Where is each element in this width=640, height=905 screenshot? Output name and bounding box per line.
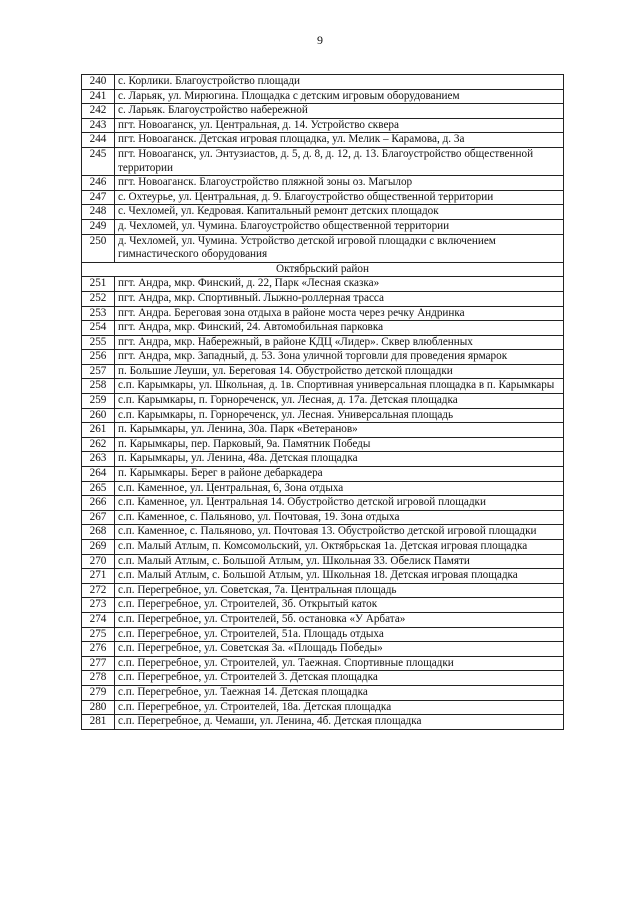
objects-table bbox=[81, 74, 564, 730]
table-row bbox=[82, 583, 564, 598]
row-description: с.п. Перегребное, ул. Таежная 14. Детская площадка bbox=[115, 685, 564, 700]
table-row bbox=[82, 379, 564, 394]
table-row bbox=[82, 700, 564, 715]
row-number: 264 bbox=[82, 467, 115, 482]
row-number: 242 bbox=[82, 104, 115, 119]
row-number: 240 bbox=[82, 75, 115, 90]
row-number: 279 bbox=[82, 685, 115, 700]
row-description: пгт. Новоаганск. Детская игровая площадка, ул. Мелик – Карамова, д. 3а bbox=[115, 133, 564, 148]
row-description: пгт. Андра, мкр. Спортивный. Лыжно-роллерная трасса bbox=[115, 291, 564, 306]
row-number: 241 bbox=[82, 89, 115, 104]
table-row bbox=[82, 569, 564, 584]
table-body-lower bbox=[82, 277, 564, 729]
row-description: с. Чехломей, ул. Кедровая. Капитальный ремонт детских площадок bbox=[115, 205, 564, 220]
row-number: 247 bbox=[82, 190, 115, 205]
table-row bbox=[82, 510, 564, 525]
row-number: 249 bbox=[82, 219, 115, 234]
table-row bbox=[82, 190, 564, 205]
row-description: с. Охтеурье, ул. Центральная, д. 9. Благоустройство общественной территории bbox=[115, 190, 564, 205]
row-description: с.п. Каменное, ул. Центральная 14. Обустройство детской игровой площадки bbox=[115, 496, 564, 511]
row-description: с.п. Каменное, с. Пальяново, ул. Почтовая, 19. Зона отдыха bbox=[115, 510, 564, 525]
row-number: 272 bbox=[82, 583, 115, 598]
table-row bbox=[82, 291, 564, 306]
row-number: 265 bbox=[82, 481, 115, 496]
table-row bbox=[82, 321, 564, 336]
page-number: 9 bbox=[317, 33, 323, 47]
row-description: с.п. Малый Атлым, п. Комсомольский, ул. Октябрьская 1а. Детская игровая площадка bbox=[115, 540, 564, 555]
row-number: 257 bbox=[82, 364, 115, 379]
table-row bbox=[82, 147, 564, 175]
table-row bbox=[82, 598, 564, 613]
row-number: 270 bbox=[82, 554, 115, 569]
row-description: пгт. Новоаганск, ул. Центральная, д. 14. Устройство сквера bbox=[115, 118, 564, 133]
row-number: 273 bbox=[82, 598, 115, 613]
table-row bbox=[82, 205, 564, 220]
row-description: п. Карымкары, пер. Парковый, 9а. Памятник Победы bbox=[115, 437, 564, 452]
row-description: с.п. Перегребное, д. Чемаши, ул. Ленина, 4б. Детская площадка bbox=[115, 715, 564, 730]
table-row bbox=[82, 234, 564, 262]
table-row bbox=[82, 335, 564, 350]
section-row bbox=[82, 262, 564, 277]
table-row bbox=[82, 277, 564, 292]
table-row bbox=[82, 685, 564, 700]
table-row bbox=[82, 437, 564, 452]
table-row bbox=[82, 176, 564, 191]
row-number: 259 bbox=[82, 394, 115, 409]
row-description: с.п. Каменное, ул. Центральная, 6, Зона отдыха bbox=[115, 481, 564, 496]
row-description: п. Карымкары, ул. Ленина, 30а. Парк «Ветеранов» bbox=[115, 423, 564, 438]
table-row bbox=[82, 452, 564, 467]
table-row bbox=[82, 394, 564, 409]
row-description: с.п. Каменное, с. Пальяново, ул. Почтовая 13. Обустройство детской игровой площадки bbox=[115, 525, 564, 540]
table-row bbox=[82, 612, 564, 627]
row-description: с.п. Малый Атлым, с. Большой Атлым, ул. Школьная 18. Детская игровая площадка bbox=[115, 569, 564, 584]
table-row bbox=[82, 540, 564, 555]
row-description: д. Чехломей, ул. Чумина. Благоустройство общественной территории bbox=[115, 219, 564, 234]
table-row bbox=[82, 496, 564, 511]
table-row bbox=[82, 627, 564, 642]
table-row bbox=[82, 554, 564, 569]
row-number: 250 bbox=[82, 234, 115, 262]
row-description: с.п. Перегребное, ул. Строителей, ул. Таежная. Спортивные площадки bbox=[115, 656, 564, 671]
row-number: 271 bbox=[82, 569, 115, 584]
row-description: с.п. Малый Атлым, с. Большой Атлым, ул. Школьная 33. Обелиск Памяти bbox=[115, 554, 564, 569]
row-number: 275 bbox=[82, 627, 115, 642]
row-number: 243 bbox=[82, 118, 115, 133]
table-row bbox=[82, 364, 564, 379]
row-number: 266 bbox=[82, 496, 115, 511]
row-number: 261 bbox=[82, 423, 115, 438]
row-description: пгт. Новоаганск, ул. Энтузиастов, д. 5, д. 8, д. 12, д. 13. Благоустройство общественной территории bbox=[115, 147, 564, 175]
row-number: 258 bbox=[82, 379, 115, 394]
row-description: пгт. Андра, мкр. Финский, д. 22, Парк «Лесная сказка» bbox=[115, 277, 564, 292]
row-number: 244 bbox=[82, 133, 115, 148]
row-description: пгт. Андра, мкр. Набережный, в районе КДЦ «Лидер». Сквер влюбленных bbox=[115, 335, 564, 350]
row-description: пгт. Новоаганск. Благоустройство пляжной зоны оз. Магылор bbox=[115, 176, 564, 191]
table-row bbox=[82, 715, 564, 730]
row-description: д. Чехломей, ул. Чумина. Устройство детской игровой площадки с включением гимнастического оборудования bbox=[115, 234, 564, 262]
row-number: 255 bbox=[82, 335, 115, 350]
table-row bbox=[82, 89, 564, 104]
table-row bbox=[82, 423, 564, 438]
table-body-upper bbox=[82, 75, 564, 263]
row-number: 263 bbox=[82, 452, 115, 467]
section-header bbox=[82, 262, 564, 277]
row-description: пгт. Андра, мкр. Финский, 24. Автомобильная парковка bbox=[115, 321, 564, 336]
row-number: 248 bbox=[82, 205, 115, 220]
row-description: с.п. Перегребное, ул. Советская, 7а. Центральная площадь bbox=[115, 583, 564, 598]
row-description: п. Большие Леуши, ул. Береговая 14. Обустройство детской площадки bbox=[115, 364, 564, 379]
row-number: 278 bbox=[82, 671, 115, 686]
row-number: 260 bbox=[82, 408, 115, 423]
row-number: 256 bbox=[82, 350, 115, 365]
table-row bbox=[82, 133, 564, 148]
row-description: с.п. Перегребное, ул. Строителей 3. Детская площадка bbox=[115, 671, 564, 686]
row-description: с.п. Карымкары, ул. Школьная, д. 1в. Спортивная универсальная площадка в п. Карымкары bbox=[115, 379, 564, 394]
row-number: 268 bbox=[82, 525, 115, 540]
row-description: с.п. Карымкары, п. Горнореченск, ул. Лесная, д. 17а. Детская площадка bbox=[115, 394, 564, 409]
table-row bbox=[82, 350, 564, 365]
table-row bbox=[82, 642, 564, 657]
section-title: Октябрьский район bbox=[82, 262, 564, 277]
table-row bbox=[82, 306, 564, 321]
row-description: с. Ларьяк, ул. Мирюгина. Площадка с детским игровым оборудованием bbox=[115, 89, 564, 104]
table-row bbox=[82, 104, 564, 119]
row-number: 267 bbox=[82, 510, 115, 525]
table-row bbox=[82, 525, 564, 540]
row-number: 246 bbox=[82, 176, 115, 191]
row-description: с.п. Перегребное, ул. Строителей, 5б. остановка «У Арбата» bbox=[115, 612, 564, 627]
row-number: 253 bbox=[82, 306, 115, 321]
table-row bbox=[82, 75, 564, 90]
row-description: с.п. Карымкары, п. Горнореченск, ул. Лесная. Универсальная площадь bbox=[115, 408, 564, 423]
table-row bbox=[82, 656, 564, 671]
row-number: 276 bbox=[82, 642, 115, 657]
row-description: пгт. Андра, мкр. Западный, д. 53. Зона уличной торговли для проведения ярмарок bbox=[115, 350, 564, 365]
table-row bbox=[82, 467, 564, 482]
table-row bbox=[82, 481, 564, 496]
row-number: 280 bbox=[82, 700, 115, 715]
row-number: 277 bbox=[82, 656, 115, 671]
row-description: пгт. Андра. Береговая зона отдыха в районе моста через речку Андринка bbox=[115, 306, 564, 321]
row-number: 245 bbox=[82, 147, 115, 175]
row-number: 251 bbox=[82, 277, 115, 292]
row-description: с.п. Перегребное, ул. Строителей, 18а. Детская площадка bbox=[115, 700, 564, 715]
row-number: 262 bbox=[82, 437, 115, 452]
table-row bbox=[82, 408, 564, 423]
row-description: п. Карымкары, ул. Ленина, 48а. Детская площадка bbox=[115, 452, 564, 467]
row-number: 274 bbox=[82, 612, 115, 627]
row-description: с.п. Перегребное, ул. Строителей, 3б. Открытый каток bbox=[115, 598, 564, 613]
row-description: с.п. Перегребное, ул. Советская 3а. «Площадь Победы» bbox=[115, 642, 564, 657]
row-description: с. Ларьяк. Благоустройство набережной bbox=[115, 104, 564, 119]
table-row bbox=[82, 118, 564, 133]
row-number: 269 bbox=[82, 540, 115, 555]
row-description: п. Карымкары. Берег в районе дебаркадера bbox=[115, 467, 564, 482]
row-description: с.п. Перегребное, ул. Строителей, 51а. Площадь отдыха bbox=[115, 627, 564, 642]
row-description: с. Корлики. Благоустройство площади bbox=[115, 75, 564, 90]
table-row bbox=[82, 671, 564, 686]
row-number: 252 bbox=[82, 291, 115, 306]
table-row bbox=[82, 219, 564, 234]
row-number: 254 bbox=[82, 321, 115, 336]
row-number: 281 bbox=[82, 715, 115, 730]
